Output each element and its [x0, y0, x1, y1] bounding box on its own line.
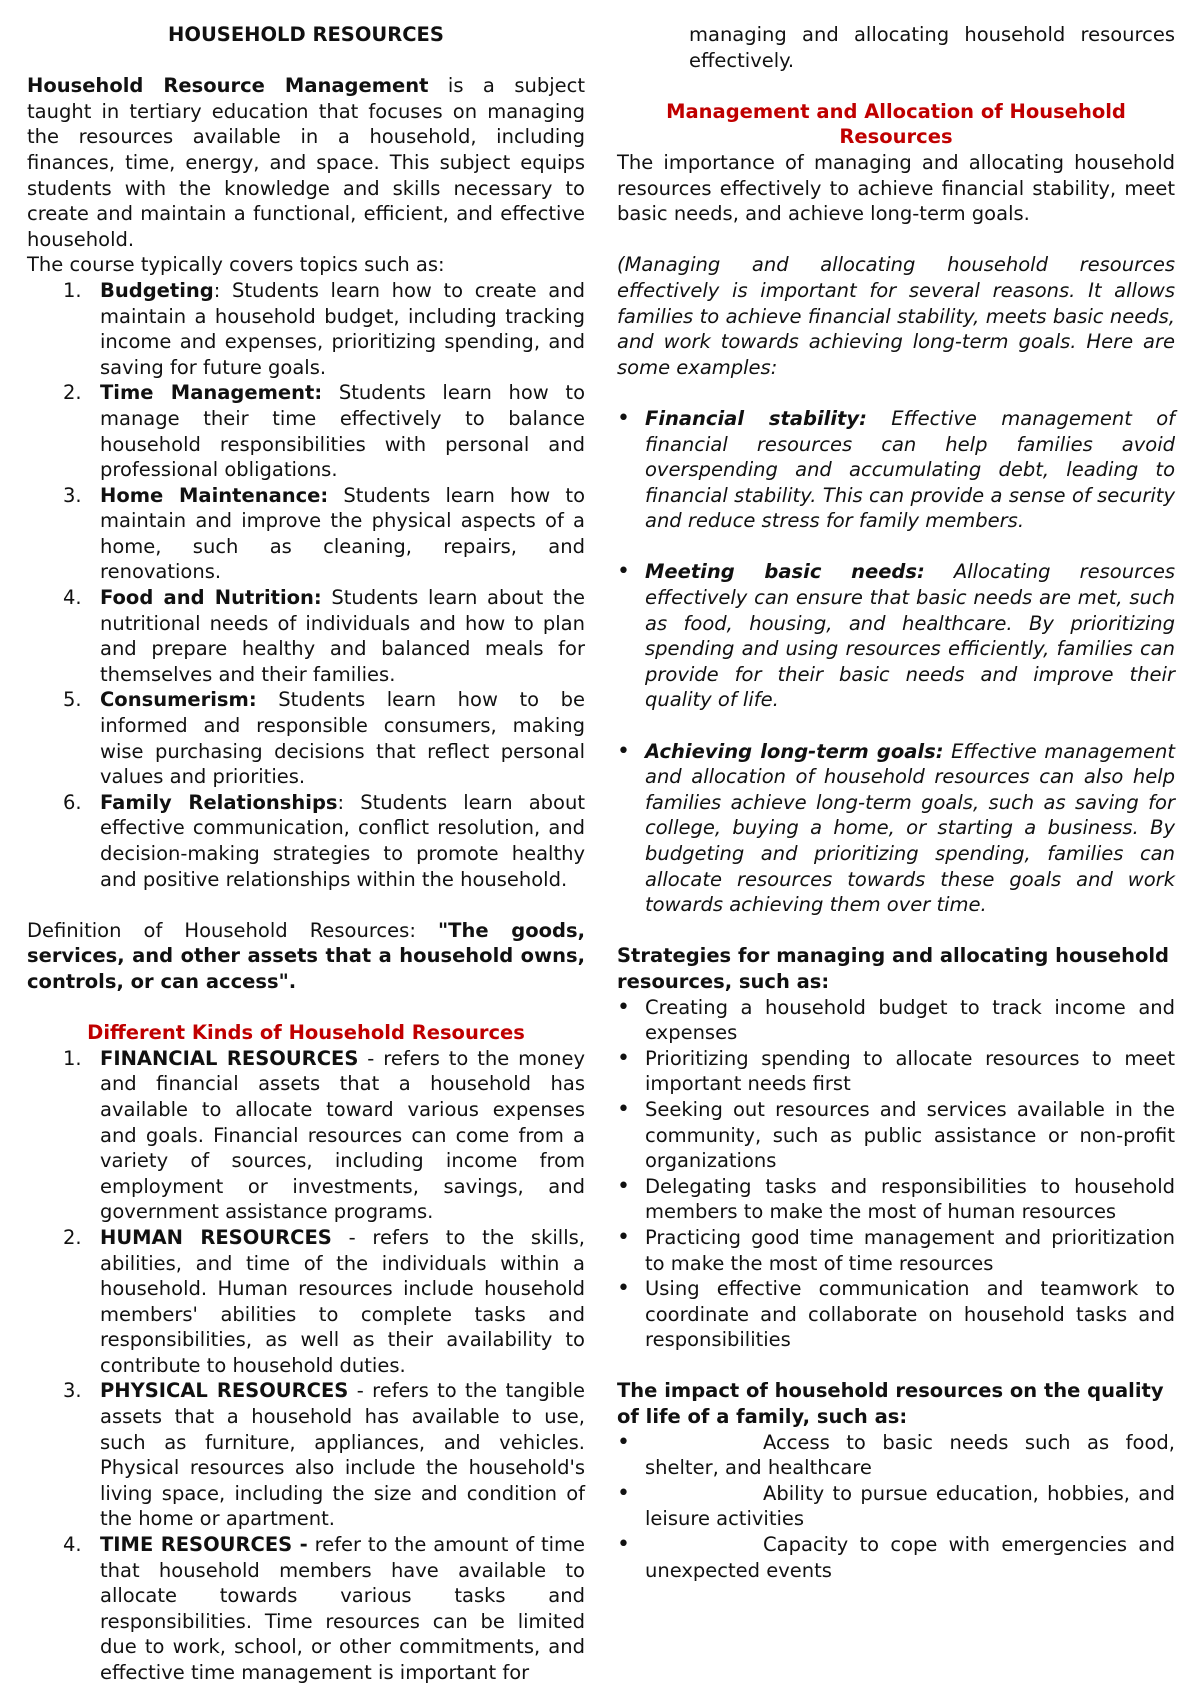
intro-paragraph: Household Resource Management is a subject taught in tertiary education that focuses on managing the resources available in a household, including finances, time, energy, and space. This subject equips students with the knowledge and skills necessary to create and maintain a functional, efficient, and effective household. — [27, 74, 585, 251]
kinds-list — [27, 1046, 585, 1686]
examples-list — [617, 406, 1175, 918]
strategy-item: • Delegating tasks and responsibilities to household members to make the most of human resources — [617, 1173, 1175, 1224]
topic-item: 1. Budgeting: Students learn how to create and maintain a household budget, including tracking income and expenses, prioritizing spending, and saving for future goals. — [63, 278, 585, 379]
management-note: (Managing and allocating household resources effectively is important for several reasons. It allows families to achieve financial stability, meets basic needs, and work towards achieving long-term goals. Here are some examples: — [617, 253, 1175, 379]
right-column — [617, 22, 1175, 1583]
left-column — [27, 22, 585, 1686]
intro-lead-in: The course typically covers topics such as: — [27, 253, 445, 277]
topics-list — [27, 278, 585, 892]
impact-item: • Access to basic needs such as food, shelter, and healthcare — [617, 1429, 1175, 1480]
impact-heading: The impact of household resources on the quality of life of a family, such as: — [617, 1379, 1164, 1429]
strategy-item: • Practicing good time management and prioritization to make the most of time resources — [617, 1224, 1175, 1275]
example-item: • Meeting basic needs: Allocating resources effectively can ensure that basic needs are met, such as food, housing, and healthcare. By prioritizing spending and using resources efficiently, families can provide for their basic needs and improve their quality of life. — [617, 559, 1175, 712]
example-item: • Financial stability: Effective management of financial resources can help families avoid overspending and accumulating debt, leading to financial stability. This can provide a sense of security and reduce stress for family members. — [617, 405, 1176, 533]
impact-item: • Capacity to cope with emergencies and unexpected events — [617, 1532, 1175, 1582]
kinds-continuation: managing and allocating household resources effectively. — [689, 23, 1175, 72]
page-title: HOUSEHOLD RESOURCES — [168, 23, 444, 46]
topic-item: 4. Food and Nutrition: Students learn about the nutritional needs of individuals and how to plan and prepare healthy and balanced meals for themselves and their families. — [63, 586, 585, 686]
example-item: • Achieving long-term goals: Effective management and allocation of household resources can also help families achieve long-term goals, such as saving for college, buying a home, or starting a business. By budgeting and prioritizing spending, families can allocate resources towards these goals and work towards achieving them over time. — [617, 738, 1175, 917]
kind-item: 3. PHYSICAL RESOURCES - refers to the tangible assets that a household has available to use, such as furniture, appliances, and vehicles. Physical resources also include the household's living space, including the size and condition of the home or apartment. — [63, 1379, 585, 1531]
impact-list — [617, 1430, 1175, 1584]
impact-item: • Ability to pursue education, hobbies, and leisure activities — [617, 1480, 1175, 1531]
strategy-item: • Creating a household budget to track income and expenses — [617, 994, 1175, 1045]
definition-paragraph: Definition of Household Resources: "The goods, services, and other assets that a household owns, controls, or can access". — [27, 918, 585, 993]
kind-item: 1. FINANCIAL RESOURCES - refers to the money and financial assets that a household has available to allocate toward various expenses and goals. Financial resources can come from a variety of sources, including income from employment or investments, savings, and government assistance programs. — [63, 1046, 585, 1224]
strategy-item: • Prioritizing spending to allocate resources to meet important needs first — [617, 1045, 1175, 1096]
kind-item: 2. HUMAN RESOURCES - refers to the skills, abilities, and time of the individuals within a household. Human resources include household members' abilities to complete tasks and responsibilities, as well as their availability to contribute to household duties. — [63, 1225, 585, 1377]
management-heading: Management and Allocation of Household Resources — [666, 99, 1126, 149]
topic-item: 2. Time Management: Students learn how to manage their time effectively to balance household responsibilities with personal and professional obligations. — [63, 381, 586, 482]
topic-item: 5. Consumerism: Students learn how to be informed and responsible consumers, making wise purchasing decisions that reflect personal values and priorities. — [63, 688, 585, 789]
strategy-item: • Using effective communication and teamwork to coordinate and collaborate on household tasks and responsibilities — [617, 1276, 1175, 1352]
topic-item: 6. Family Relationships: Students learn about effective communication, conflict resolution, and decision-making strategies to promote healthy and positive relationships within the household. — [63, 790, 585, 891]
strategy-item: • Seeking out resources and services available in the community, such as public assistance or non-profit organizations — [617, 1096, 1175, 1173]
topic-item: 3. Home Maintenance: Students learn how to maintain and improve the physical aspects of a home, such as cleaning, repairs, and renovations. — [63, 483, 586, 584]
management-text: The importance of managing and allocating household resources effectively to achieve financial stability, meet basic needs, and achieve long-term goals. — [617, 150, 1175, 226]
strategies-heading: Strategies for managing and allocating household resources, such as: — [617, 944, 1170, 993]
kinds-heading: Different Kinds of Household Resources — [87, 1021, 525, 1045]
kind-item: 4. TIME RESOURCES - refer to the amount of time that household members have available to allocate towards various tasks and responsibilities. Time resources can be limited due to work, school, or other commitments, and effective time management is important for — [63, 1533, 585, 1684]
intro-term: Household Resource Management — [27, 74, 429, 98]
strategies-list — [617, 995, 1175, 1353]
